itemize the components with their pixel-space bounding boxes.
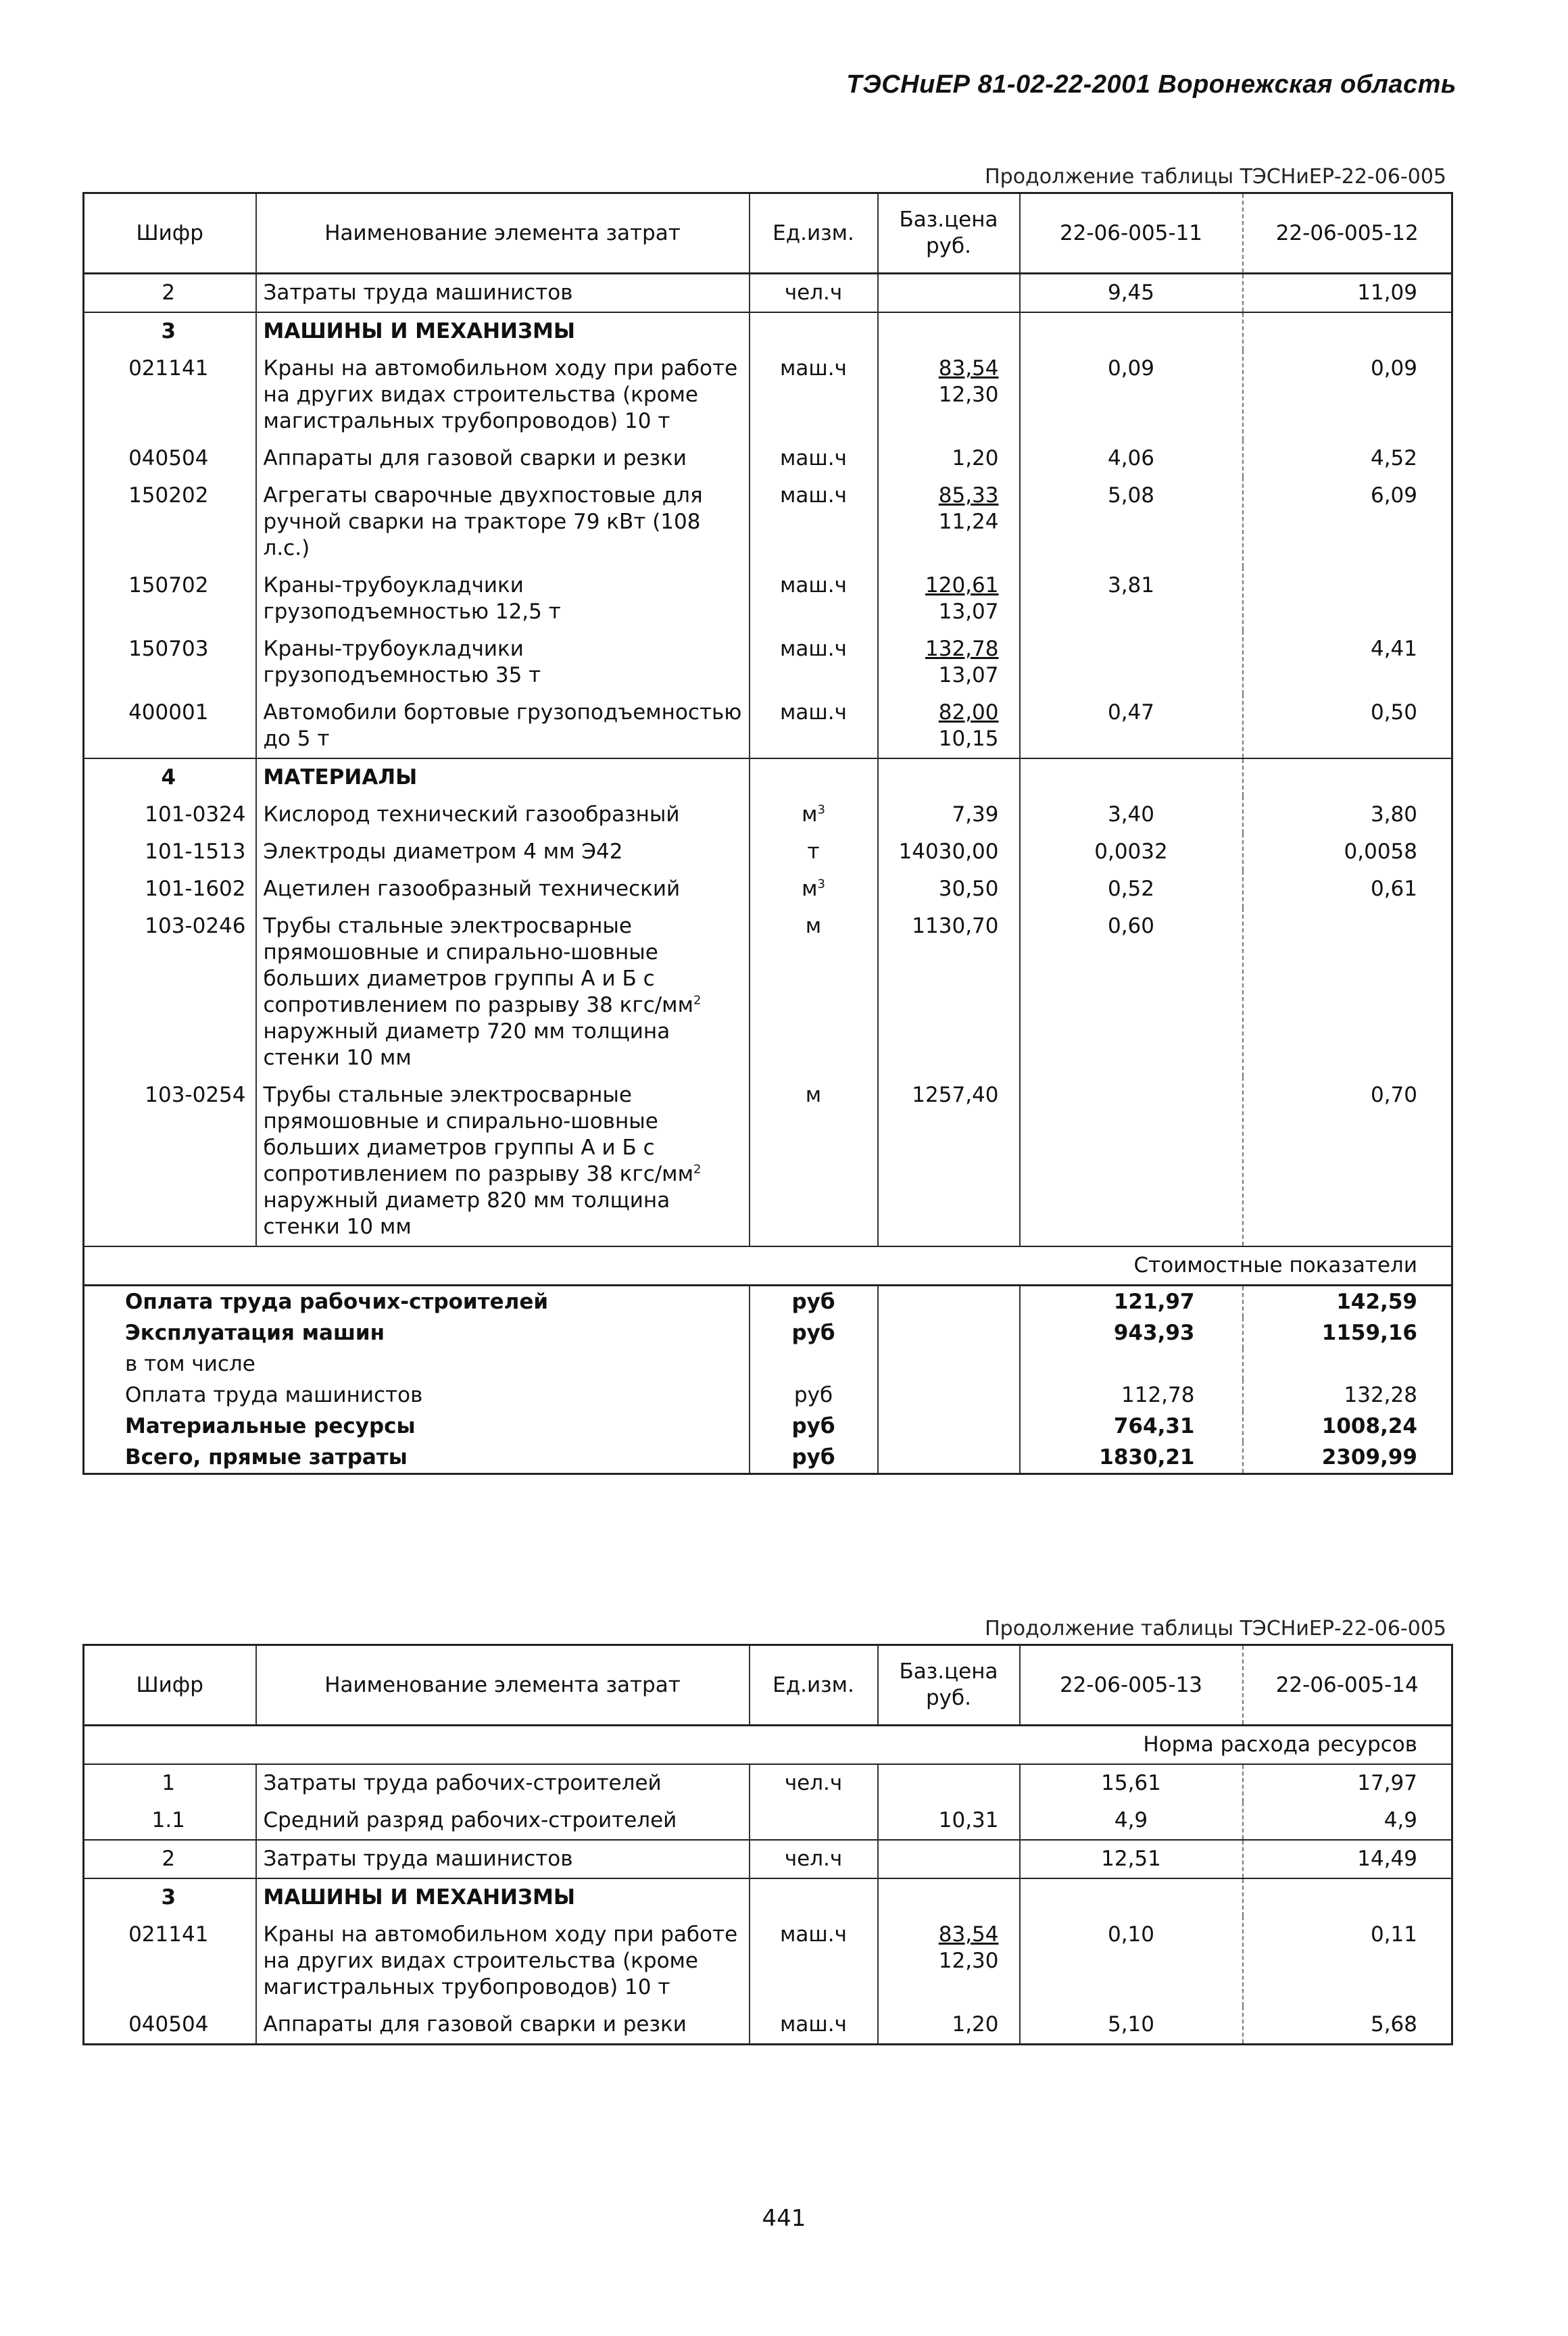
row-price-value: 85,33 [938,483,999,508]
cost-row [84,1317,1452,1348]
section-row [84,1878,1452,1916]
row-value-b: 0,0058 [1243,833,1452,871]
cost-value-a [1020,1348,1243,1380]
cost-value-a: 112,78 [1020,1380,1243,1411]
row-unit: $м^3$ [750,796,878,833]
row-unit: чел.ч [750,274,878,313]
empty-cell [878,1411,1020,1442]
row-value-b: 0,61 [1243,871,1452,908]
row-value-a: 15,61 [1020,1764,1243,1802]
row-code: 101-1602 [145,877,246,901]
cost-value-a: 1830,21 [1020,1442,1243,1474]
empty-cell [878,1380,1020,1411]
cost-header: Стоимостные показатели [84,1246,1452,1286]
row-price [878,694,1020,758]
empty-cell [878,1442,1020,1474]
resource-table-1 [82,192,1453,1475]
norm-header: Норма расхода ресурсов [84,1726,1452,1765]
row-unit: маш.ч [750,631,878,694]
row-code: 021141 [128,356,209,381]
row-value-a [1020,1077,1243,1246]
row-price-secondary: 12,30 [938,383,999,407]
empty-cell [878,312,1020,350]
row-value-a: 4,06 [1020,440,1243,477]
empty-cell [878,1878,1020,1916]
row-price [878,1764,1020,1802]
row-price-secondary: 10,15 [938,727,999,751]
row-value-b: 0,09 [1243,350,1452,440]
table-row [84,631,1452,694]
table-row [84,350,1452,440]
cost-value-a: 121,97 [1020,1286,1243,1318]
header-code: Шифр [84,1645,256,1726]
row-code: 103-0246 [145,914,246,938]
empty-cell [1243,1878,1452,1916]
empty-cell [1020,1878,1243,1916]
table-continuation-caption: Продолжение таблицы ТЭСНиЕР-22-06-005 [985,165,1446,189]
cost-value-b: 1159,16 [1243,1317,1452,1348]
row-unit: маш.ч [750,440,878,477]
row-price [878,833,1020,871]
row-name: Ацетилен газообразный технический [256,871,750,908]
row-code: 1.1 [151,1808,185,1832]
row-name: МАШИНЫ И МЕХАНИЗМЫ [256,312,750,350]
table-continuation-caption-2: Продолжение таблицы ТЭСНиЕР-22-06-005 [985,1617,1446,1640]
row-price-value: 7,39 [952,802,999,827]
row-value-a: 5,08 [1020,477,1243,567]
row-value-a: 0,09 [1020,350,1243,440]
row-name: Агрегаты сварочные двухпостовые для ручной сварки на тракторе 79 кВт (108 л.с.) [256,477,750,567]
row-value-b: 4,41 [1243,631,1452,694]
table-row [84,796,1452,833]
row-value-b: 0,50 [1243,694,1452,758]
row-value-b: 4,52 [1243,440,1452,477]
row-price-value: 83,54 [938,1922,999,1947]
empty-cell [878,1286,1020,1318]
row-name: Затраты труда рабочих-строителей [256,1764,750,1802]
row-unit: чел.ч [750,1764,878,1802]
row-value-a: 0,0032 [1020,833,1243,871]
row-name: МАТЕРИАЛЫ [256,758,750,796]
row-price-value: 83,54 [938,356,999,381]
row-value-b: 17,97 [1243,1764,1452,1802]
row-price [878,2006,1020,2045]
row-value-a: 0,60 [1020,908,1243,1077]
row-value-a: 0,47 [1020,694,1243,758]
row-unit: м [750,1077,878,1246]
row-code: 4 [84,758,256,796]
cost-row [84,1348,1452,1380]
row-price-value: 10,31 [938,1808,999,1832]
row-price-value: 132,78 [925,637,999,661]
header-col-a: 22-06-005-13 [1020,1645,1243,1726]
row-price [878,477,1020,567]
row-unit: маш.ч [750,694,878,758]
row-price-secondary: 12,30 [938,1949,999,1973]
cost-name: в том числе [125,1352,255,1376]
cost-value-b: 1008,24 [1243,1411,1452,1442]
row-name: Автомобили бортовые грузоподъемностью до 5 т [256,694,750,758]
row-value-b: 3,80 [1243,796,1452,833]
row-code: 2 [84,1840,256,1878]
row-name: Краны на автомобильном ходу при работе на других видах строительства (кроме магистральных трубопроводов) 10 т [256,350,750,440]
row-price [878,1916,1020,2006]
row-unit: $м^3$ [750,871,878,908]
cost-name: Всего, прямые затраты [125,1445,408,1469]
row-unit: м [750,908,878,1077]
row-value-a: 12,51 [1020,1840,1243,1878]
row-unit: маш.ч [750,567,878,631]
row-price [878,1802,1020,1840]
cost-row [84,1411,1452,1442]
row-value-a: 3,40 [1020,796,1243,833]
empty-cell [1243,312,1452,350]
cost-name: Оплата труда машинистов [125,1383,423,1407]
table-row [84,833,1452,871]
row-price-value: 30,50 [938,877,999,901]
header-price: Баз.цена руб. [878,193,1020,274]
row-unit: маш.ч [750,350,878,440]
row-value-b: 5,68 [1243,2006,1452,2045]
row-unit: маш.ч [750,477,878,567]
table-row [84,1802,1452,1840]
empty-cell [1020,312,1243,350]
row-name: Кислород технический газообразный [256,796,750,833]
section-row [84,312,1452,350]
row-price [878,631,1020,694]
row-name: Трубы стальные электросварные прямошовные и спирально-шовные больших диаметров группы А и Б с сопротивлением по разрыву 38 кгс/$мм^2$ наружный диаметр 720 мм толщина стенки 10 мм [256,908,750,1077]
row-price-value: 1,20 [952,446,999,470]
row-code: 1 [162,1771,176,1795]
row-value-b [1243,567,1452,631]
row-code: 150703 [128,637,209,661]
row-price-value: 1,20 [952,2012,999,2037]
row-code: 3 [84,1878,256,1916]
row-value-b [1243,908,1452,1077]
row-name: МАШИНЫ И МЕХАНИЗМЫ [256,1878,750,1916]
row-value-a: 0,10 [1020,1916,1243,2006]
cost-value-b: 2309,99 [1243,1442,1452,1474]
row-value-a: 0,52 [1020,871,1243,908]
row-value-b: 0,11 [1243,1916,1452,2006]
cost-name: Материальные ресурсы [125,1414,416,1438]
header-price: Баз.цена руб. [878,1645,1020,1726]
row-price [878,908,1020,1077]
row-price [878,796,1020,833]
row-code: 040504 [128,446,209,470]
header-unit: Ед.изм. [750,193,878,274]
row-name: Аппараты для газовой сварки и резки [256,2006,750,2045]
row-price [878,1840,1020,1878]
cost-name: Оплата труда рабочих-строителей [125,1290,549,1314]
page-number: 441 [762,2205,806,2232]
cost-unit: руб [750,1442,878,1474]
header-col-a: 22-06-005-11 [1020,193,1243,274]
table-header-row [84,1645,1452,1726]
row-price-secondary: 13,07 [938,663,999,687]
row-unit [750,1802,878,1840]
cost-value-b: 142,59 [1243,1286,1452,1318]
row-code: 021141 [128,1922,209,1947]
row-value-a: 5,10 [1020,2006,1243,2045]
table-row [84,1840,1452,1878]
cost-value-b: 132,28 [1243,1380,1452,1411]
row-price-value: 1130,70 [912,914,999,938]
empty-cell [878,758,1020,796]
table-row [84,694,1452,758]
table-row [84,440,1452,477]
empty-cell [750,758,878,796]
row-price-value: 82,00 [938,700,999,725]
row-code: 040504 [128,2012,209,2037]
row-code: 2 [162,281,176,305]
header-code: Шифр [84,193,256,274]
cost-value-a: 764,31 [1020,1411,1243,1442]
row-value-a [1020,631,1243,694]
table-row [84,1916,1452,2006]
row-code: 103-0254 [145,1083,246,1107]
row-price [878,871,1020,908]
row-name: Аппараты для газовой сварки и резки [256,440,750,477]
table-row [84,1077,1452,1246]
empty-cell [1020,758,1243,796]
table-row [84,477,1452,567]
empty-cell [878,1317,1020,1348]
resource-table-2 [82,1644,1453,2045]
row-unit: маш.ч [750,1916,878,2006]
row-unit: т [750,833,878,871]
table-row [84,274,1452,313]
cost-header-row [84,1246,1452,1286]
cost-unit: руб [750,1411,878,1442]
row-name: Трубы стальные электросварные прямошовные и спирально-шовные больших диаметров группы А и Б с сопротивлением по разрыву 38 кгс/$мм^2$ наружный диаметр 820 мм толщина стенки 10 мм [256,1077,750,1246]
table-row [84,567,1452,631]
row-price-secondary: 13,07 [938,600,999,624]
table-header-row [84,193,1452,274]
row-name: Затраты труда машинистов [256,274,750,313]
cost-row [84,1442,1452,1474]
row-value-b: 14,49 [1243,1840,1452,1878]
row-value-a: 3,81 [1020,567,1243,631]
row-name: Краны-трубоукладчики грузоподъемностью 35 т [256,631,750,694]
row-name: Краны-трубоукладчики грузоподъемностью 12,5 т [256,567,750,631]
cost-row [84,1380,1452,1411]
row-name: Средний разряд рабочих-строителей [256,1802,750,1840]
header-col-b: 22-06-005-12 [1243,193,1452,274]
row-unit: чел.ч [750,1840,878,1878]
row-code: 3 [84,312,256,350]
row-name: Затраты труда машинистов [256,1840,750,1878]
table-row [84,908,1452,1077]
table-row [84,1764,1452,1802]
header-col-b: 22-06-005-14 [1243,1645,1452,1726]
row-code: 101-0324 [145,802,246,827]
cost-unit: руб [750,1380,878,1411]
header-name: Наименование элемента затрат [256,193,750,274]
row-price [878,274,1020,313]
row-price-value: 120,61 [925,573,999,598]
row-value-b: 11,09 [1243,274,1452,313]
row-value-a: 9,45 [1020,274,1243,313]
row-code: 150202 [128,483,209,508]
row-value-b: 4,9 [1243,1802,1452,1840]
empty-cell [1243,758,1452,796]
table-row [84,2006,1452,2045]
cost-value-a: 943,93 [1020,1317,1243,1348]
section-row [84,758,1452,796]
cost-value-b [1243,1348,1452,1380]
row-price [878,440,1020,477]
cost-unit: руб [750,1317,878,1348]
cost-row [84,1286,1452,1318]
norm-header-row [84,1726,1452,1765]
row-price-value: 14030,00 [898,840,999,864]
row-price-value: 1257,40 [912,1083,999,1107]
row-price [878,1077,1020,1246]
row-unit: маш.ч [750,2006,878,2045]
cost-unit [750,1348,878,1380]
row-code: 400001 [128,700,209,725]
cost-unit: руб [750,1286,878,1318]
cost-name: Эксплуатация машин [125,1321,385,1345]
row-price [878,567,1020,631]
row-value-b: 0,70 [1243,1077,1452,1246]
empty-cell [750,1878,878,1916]
row-price-secondary: 11,24 [938,510,999,534]
empty-cell [750,312,878,350]
row-value-b: 6,09 [1243,477,1452,567]
document-header: ТЭСНиЕР 81-02-22-2001 Воронежская область [846,70,1456,99]
row-price [878,350,1020,440]
table-row [84,871,1452,908]
row-name: Краны на автомобильном ходу при работе на других видах строительства (кроме магистральных трубопроводов) 10 т [256,1916,750,2006]
empty-cell [878,1348,1020,1380]
header-unit: Ед.изм. [750,1645,878,1726]
header-name: Наименование элемента затрат [256,1645,750,1726]
row-code: 150702 [128,573,209,598]
row-value-a: 4,9 [1020,1802,1243,1840]
row-name: Электроды диаметром 4 мм Э42 [256,833,750,871]
row-code: 101-1513 [145,840,246,864]
